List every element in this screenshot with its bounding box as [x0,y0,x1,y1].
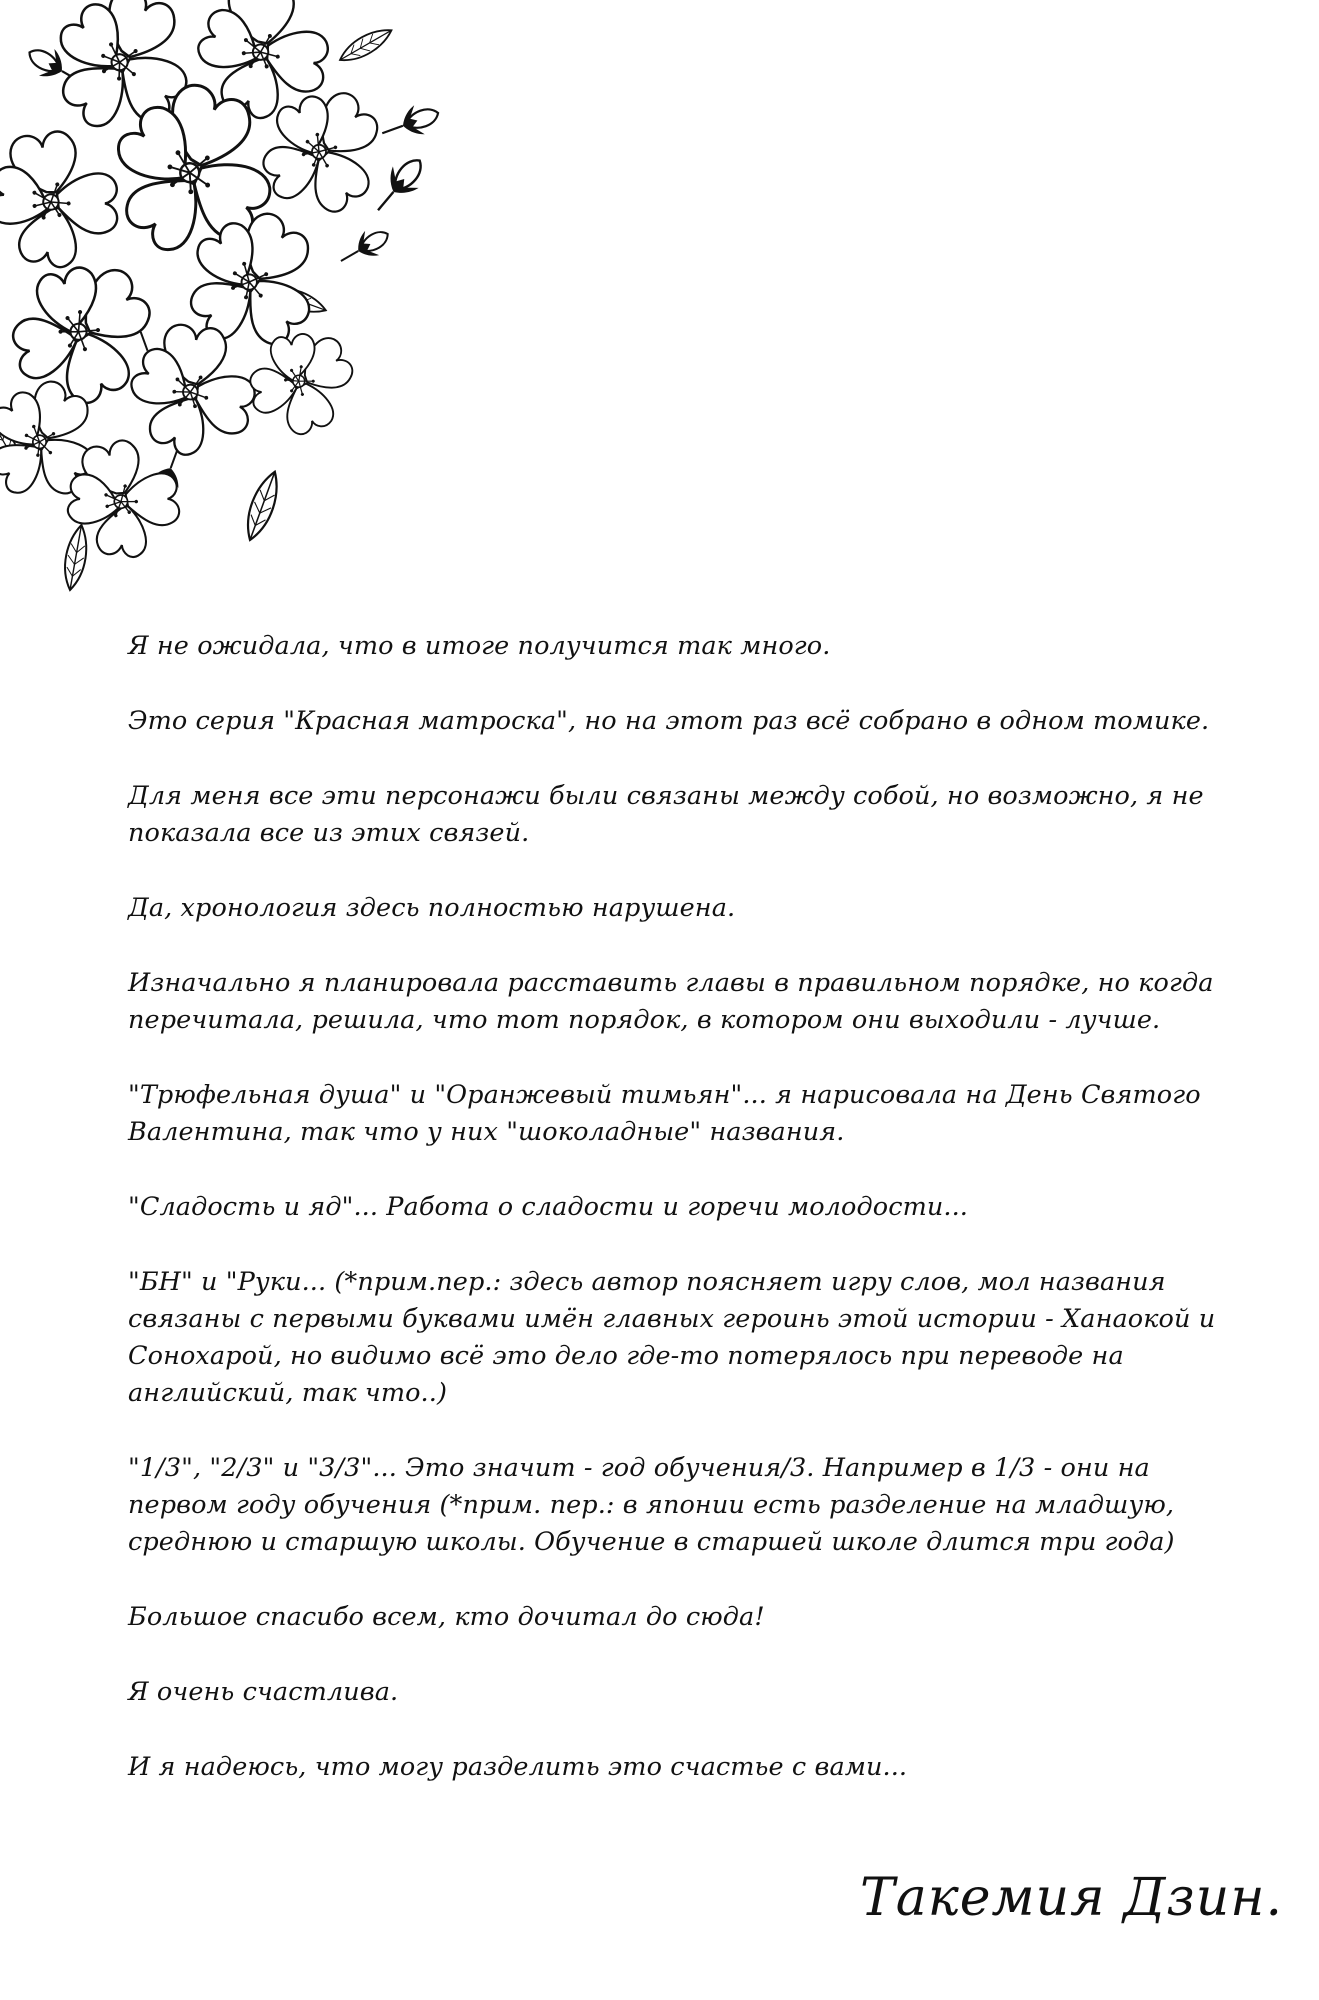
cherry-blossom-illustration-icon [0,0,470,620]
paragraph: Изначально я планировала расставить главы в правильном порядке, но когда перечитала, решила, что тот порядок, в котором они выходили - лучше. [128,968,1214,1035]
paragraph: Я очень счастлива. [128,1677,399,1707]
author-signature: Такемия Дзин. [860,1868,1283,1928]
paragraph: Большое спасибо всем, кто дочитал до сюда! [128,1602,765,1632]
paragraph: Да, хронология здесь полностью нарушена. [128,893,736,923]
paragraph: "Сладость и яд"... Работа о сладости и горечи молодости... [128,1192,968,1222]
paragraph: "БН" и "Руки... (*прим.пер.: здесь автор поясняет игру слов, мол названия связаны с первыми буквами имён главных героинь этой истории - Ханаокой и Сонохарой, но видимо всё это дело где-то потерялось при переводе на английский, так что..) [128,1267,1216,1408]
paragraph: "1/3", "2/3" и "3/3"... Это значит - год обучения/3. Например в 1/3 - они на первом году обучения (*прим. пер.: в японии есть разделение на младшую, среднюю и старшую школы. Обучение в старшей школе длится три года) [128,1453,1175,1557]
afterword-text [128,628,1238,1824]
paragraph: Это серия "Красная матроска", но на этот раз всё собрано в одном томике. [128,706,1210,736]
paragraph: И я надеюсь, что могу разделить это счастье с вами... [128,1752,908,1782]
paragraph: Я не ожидала, что в итоге получится так много. [128,631,831,661]
paragraph: Для меня все эти персонажи были связаны между собой, но возможно, я не показала все из этих связей. [128,781,1204,848]
paragraph: "Трюфельная душа" и "Оранжевый тимьян"... я нарисовала на День Святого Валентина, так что у них "шоколадные" названия. [128,1080,1201,1147]
